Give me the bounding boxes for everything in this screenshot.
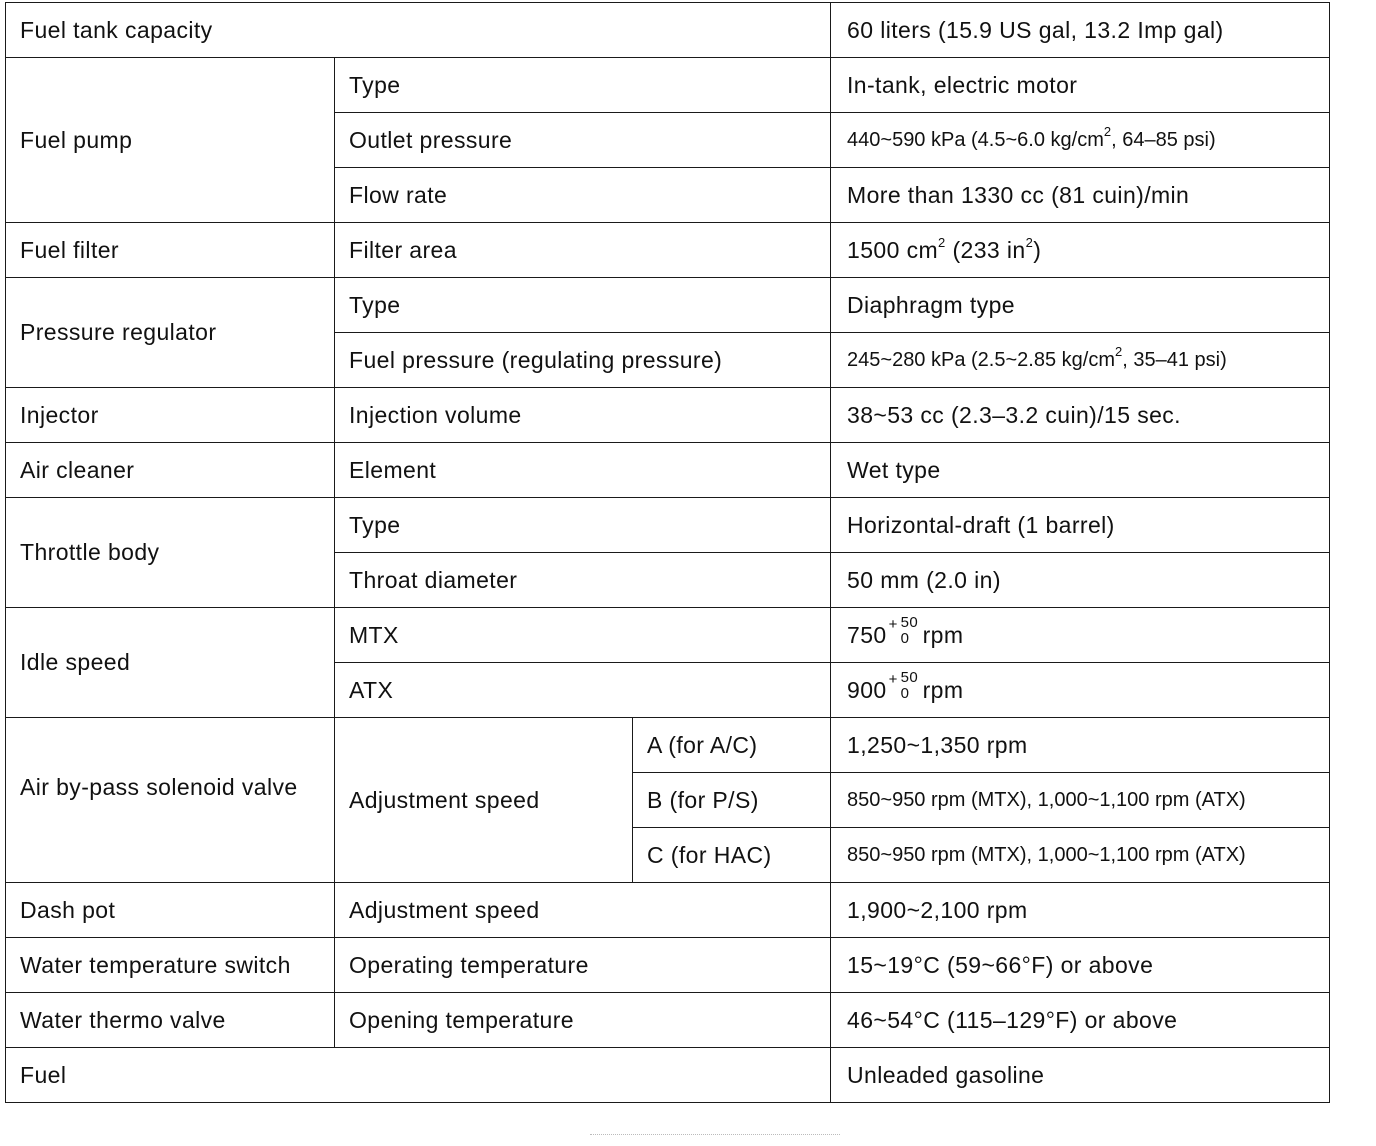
value-flow-rate: More than 1330 cc (81 cuin)/min [831,168,1330,223]
value-throttle-type: Horizontal-draft (1 barrel) [831,498,1330,553]
value-fuel-pressure [831,333,1330,388]
value-outlet-pressure [831,113,1330,168]
value-fuel-tank: 60 liters (15.9 US gal, 13.2 Imp gal) [831,3,1330,58]
idle-unit: rpm [922,676,964,703]
tolerance-plus: + [888,616,898,634]
sub-label-mtx: MTX [335,608,831,663]
table-row [6,3,1330,58]
sub-label-regulator-type: Type [335,278,831,333]
row-label-idle-speed: Idle speed [6,608,335,718]
tolerance-upper: 50 [900,614,919,632]
value-element: Wet type [831,443,1330,498]
value-dashpot: 1,900~2,100 rpm [831,883,1330,938]
sub-label-opening-temperature: Opening temperature [335,993,831,1048]
value-water-thermo-valve: 46~54°C (115–129°F) or above [831,993,1330,1048]
filter-area-text: 1500 cm [847,236,939,263]
table-row [6,993,1330,1048]
sub-label-throttle-type: Type [335,498,831,553]
table-row [6,608,1330,663]
sub-label-element: Element [335,443,831,498]
sub-label-bypass-c: C (for HAC) [633,828,831,883]
idle-atx-base: 900 [847,676,887,703]
value-bypass-c: 850~950 rpm (MTX), 1,000~1,100 rpm (ATX) [831,828,1330,883]
row-label-fuel: Fuel [6,1048,831,1103]
sub-label-filter-area: Filter area [335,223,831,278]
value-fuel: Unleaded gasoline [831,1048,1330,1103]
superscript: 2 [1103,123,1112,139]
sub-label-injection-volume: Injection volume [335,388,831,443]
row-label-water-thermo-valve: Water thermo valve [6,993,335,1048]
value-throat-diameter: 50 mm (2.0 in) [831,553,1330,608]
sub-label-atx: ATX [335,663,831,718]
sub-label-bypass-b: B (for P/S) [633,773,831,828]
superscript: 2 [1114,343,1123,359]
row-label-fuel-pump: Fuel pump [6,58,335,223]
page-footer-smudge [590,1134,840,1138]
value-filter-area [831,223,1330,278]
row-label-fuel-tank: Fuel tank capacity [6,3,831,58]
table-row [6,883,1330,938]
specifications-table [5,2,1330,1103]
value-pump-type: In-tank, electric motor [831,58,1330,113]
row-label-air-cleaner: Air cleaner [6,443,335,498]
sub-label-dashpot-adjustment-speed: Adjustment speed [335,883,831,938]
filter-area-text-end: ) [1033,236,1042,263]
value-idle-atx [831,663,1330,718]
row-label-water-temp-switch: Water temperature switch [6,938,335,993]
row-label-throttle-body: Throttle body [6,498,335,608]
tolerance-lower: 0 [900,685,910,703]
value-injection-volume: 38~53 cc (2.3–3.2 cuin)/15 sec. [831,388,1330,443]
superscript: 2 [1025,234,1034,250]
superscript: 2 [938,234,946,250]
sub-label-bypass-adjustment-speed: Adjustment speed [335,718,633,883]
sub-label-operating-temperature: Operating temperature [335,938,831,993]
sub-label-fuel-pressure: Fuel pressure (regulating pressure) [335,333,831,388]
tolerance [888,669,919,703]
table-row [6,498,1330,553]
table-row [6,938,1330,993]
idle-mtx-base: 750 [847,621,887,648]
idle-unit: rpm [922,621,964,648]
table-row [6,388,1330,443]
table-row [6,58,1330,113]
outlet-pressure-text: 440~590 kPa (4.5~6.0 kg/cm [847,128,1104,151]
tolerance [888,614,919,648]
value-water-temp-switch: 15~19°C (59~66°F) or above [831,938,1330,993]
tolerance-upper: 50 [900,669,919,687]
value-bypass-a: 1,250~1,350 rpm [831,718,1330,773]
sub-label-flow-rate: Flow rate [335,168,831,223]
table-row [6,443,1330,498]
table-row [6,223,1330,278]
value-regulator-type: Diaphragm type [831,278,1330,333]
sub-label-bypass-a: A (for A/C) [633,718,831,773]
tolerance-plus: + [888,671,898,689]
row-label-air-bypass-valve: Air by-pass solenoid valve [6,718,335,883]
table-row [6,718,1330,773]
row-label-injector: Injector [6,388,335,443]
sub-label-throat-diameter: Throat diameter [335,553,831,608]
sub-label-pump-type: Type [335,58,831,113]
table-row [6,1048,1330,1103]
row-label-fuel-filter: Fuel filter [6,223,335,278]
filter-area-text-mid: (233 in [945,236,1026,263]
value-idle-mtx [831,608,1330,663]
outlet-pressure-text-end: , 64–85 psi) [1111,128,1216,151]
row-label-dash-pot: Dash pot [6,883,335,938]
fuel-pressure-text-end: , 35–41 psi) [1122,348,1227,371]
row-label-pressure-regulator: Pressure regulator [6,278,335,388]
table-row [6,278,1330,333]
sub-label-outlet-pressure: Outlet pressure [335,113,831,168]
fuel-pressure-text: 245~280 kPa (2.5~2.85 kg/cm [847,348,1115,371]
tolerance-lower: 0 [900,630,910,648]
value-bypass-b: 850~950 rpm (MTX), 1,000~1,100 rpm (ATX) [831,773,1330,828]
